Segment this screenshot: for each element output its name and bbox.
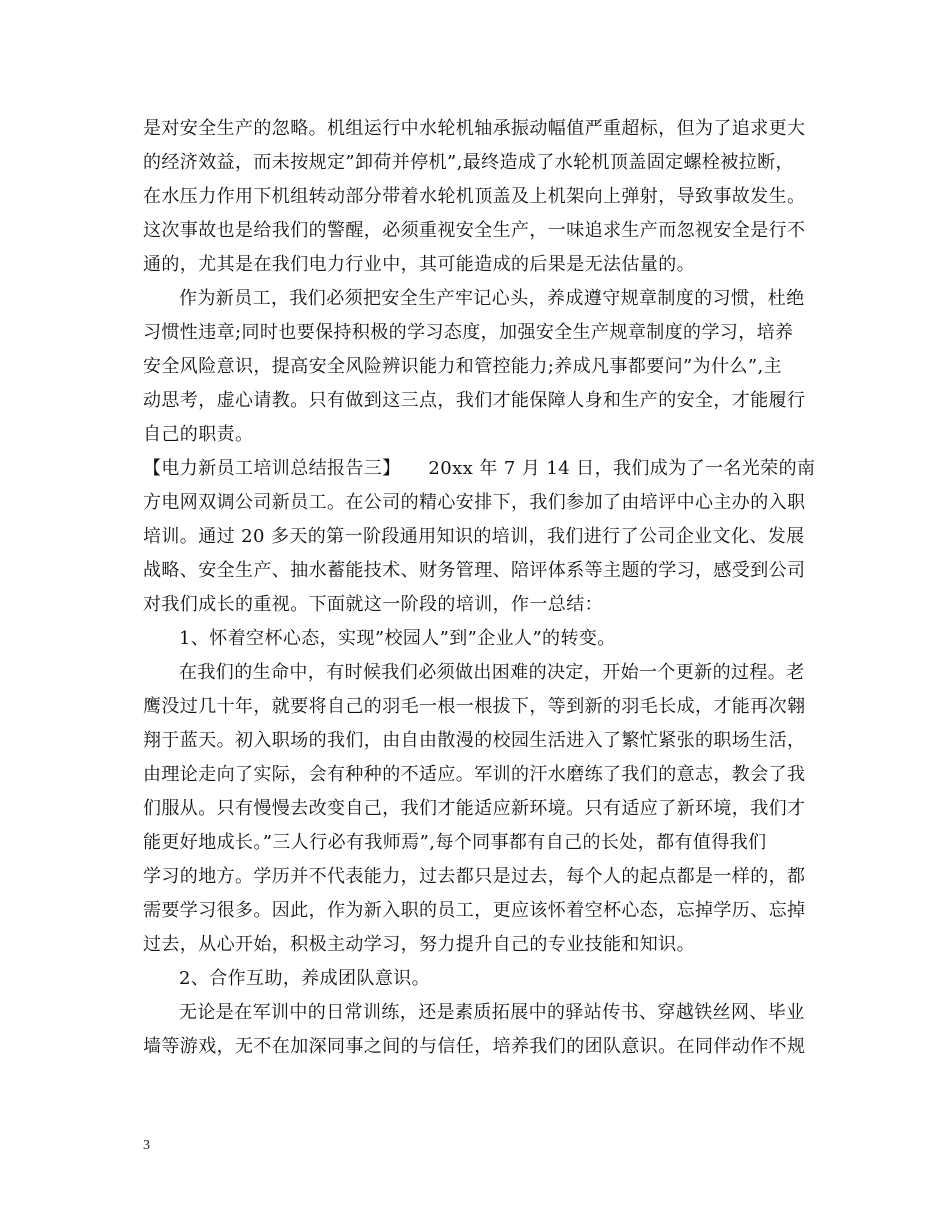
text-line: 培训。通过 20 多天的第一阶段通用知识的培训，我们进行了公司企业文化、发展 xyxy=(143,526,805,547)
text-line: 这次事故也是给我们的警醒，必须重视安全生产，一味追求生产而忽视安全是行不 xyxy=(143,220,806,241)
text-line: 动思考，虚心请教。只有做到这三点，我们才能保障人身和生产的安全，才能履行 xyxy=(143,390,806,411)
text-line: 需要学习很多。因此，作为新入职的员工，更应该怀着空杯心态，忘掉学历、忘掉 xyxy=(143,900,806,921)
text-line: 通的，尤其是在我们电力行业中，其可能造成的后果是无法估量的。 xyxy=(143,254,695,275)
text-line: 自己的职责。 xyxy=(143,424,254,445)
text-line: 的经济效益，而未按规定”卸荷并停机”,最终造成了水轮机顶盖固定螺栓被拉断， xyxy=(143,152,794,173)
text-line: 能更好地成长。”三人行必有我师焉”,每个同事都有自己的长处，都有值得我们 xyxy=(143,832,767,853)
paragraph-first-line: 作为新员工，我们必须把安全生产牢记心头，养成遵守规章制度的习惯，杜绝 xyxy=(179,288,805,309)
text-line: 在水压力作用下机组转动部分带着水轮机顶盖及上机架向上弹射，导致事故发生。 xyxy=(143,186,806,207)
text-line: 是对安全生产的忽略。机组运行中水轮机轴承振动幅值严重超标，但为了追求更大 xyxy=(143,118,806,139)
text-line: 过去，从心开始，积极主动学习，努力提升自己的专业技能和知识。 xyxy=(143,934,695,955)
paragraph-first-line: 在我们的生命中，有时候我们必须做出困难的决定，开始一个更新的过程。老 xyxy=(179,662,805,683)
text-line: 学习的地方。学历并不代表能力，过去都只是过去，每个人的起点都是一样的，都 xyxy=(143,866,806,887)
page-number: 3 xyxy=(143,1138,150,1153)
section-heading-line: 【电力新员工培训总结报告三】 20xx 年 7 月 14 日，我们成为了一名光荣的南 xyxy=(143,458,816,479)
paragraph-first-line: 无论是在军训中的日常训练，还是素质拓展中的驿站传书、穿越铁丝网、毕业 xyxy=(179,1002,805,1023)
text-line: 鹰没过几十年，就要将自己的羽毛一根一根拔下，等到新的羽毛长成，才能再次翱 xyxy=(143,696,806,717)
text-line: 安全风险意识，提高安全风险辨识能力和管控能力;养成凡事都要问”为什么”,主 xyxy=(143,356,782,377)
text-line: 对我们成长的重视。下面就这一阶段的培训，作一总结： xyxy=(143,594,603,615)
text-line: 方电网双调公司新员工。在公司的精心安排下，我们参加了由培评中心主办的入职 xyxy=(143,492,806,513)
numbered-heading: 1、怀着空杯心态，实现”校园人”到”企业人”的转变。 xyxy=(179,628,616,649)
text-line: 墙等游戏，无不在加深同事之间的与信任，培养我们的团队意识。在同伴动作不规 xyxy=(143,1036,806,1057)
document-body xyxy=(143,112,816,1064)
text-line: 由理论走向了实际，会有种种的不适应。军训的汗水磨练了我们的意志，教会了我 xyxy=(143,764,806,785)
text-line: 战略、安全生产、抽水蓄能技术、财务管理、陪评体系等主题的学习，感受到公司 xyxy=(143,560,806,581)
text-line: 习惯性违章;同时也要保持积极的学习态度，加强安全生产规章制度的学习，培养 xyxy=(143,322,794,343)
text-line: 翔于蓝天。初入职场的我们，由自由散漫的校园生活进入了繁忙紧张的职场生活， xyxy=(143,730,806,751)
numbered-heading: 2、合作互助，养成团队意识。 xyxy=(179,968,431,989)
text-line: 们服从。只有慢慢去改变自己，我们才能适应新环境。只有适应了新环境，我们才 xyxy=(143,798,806,819)
